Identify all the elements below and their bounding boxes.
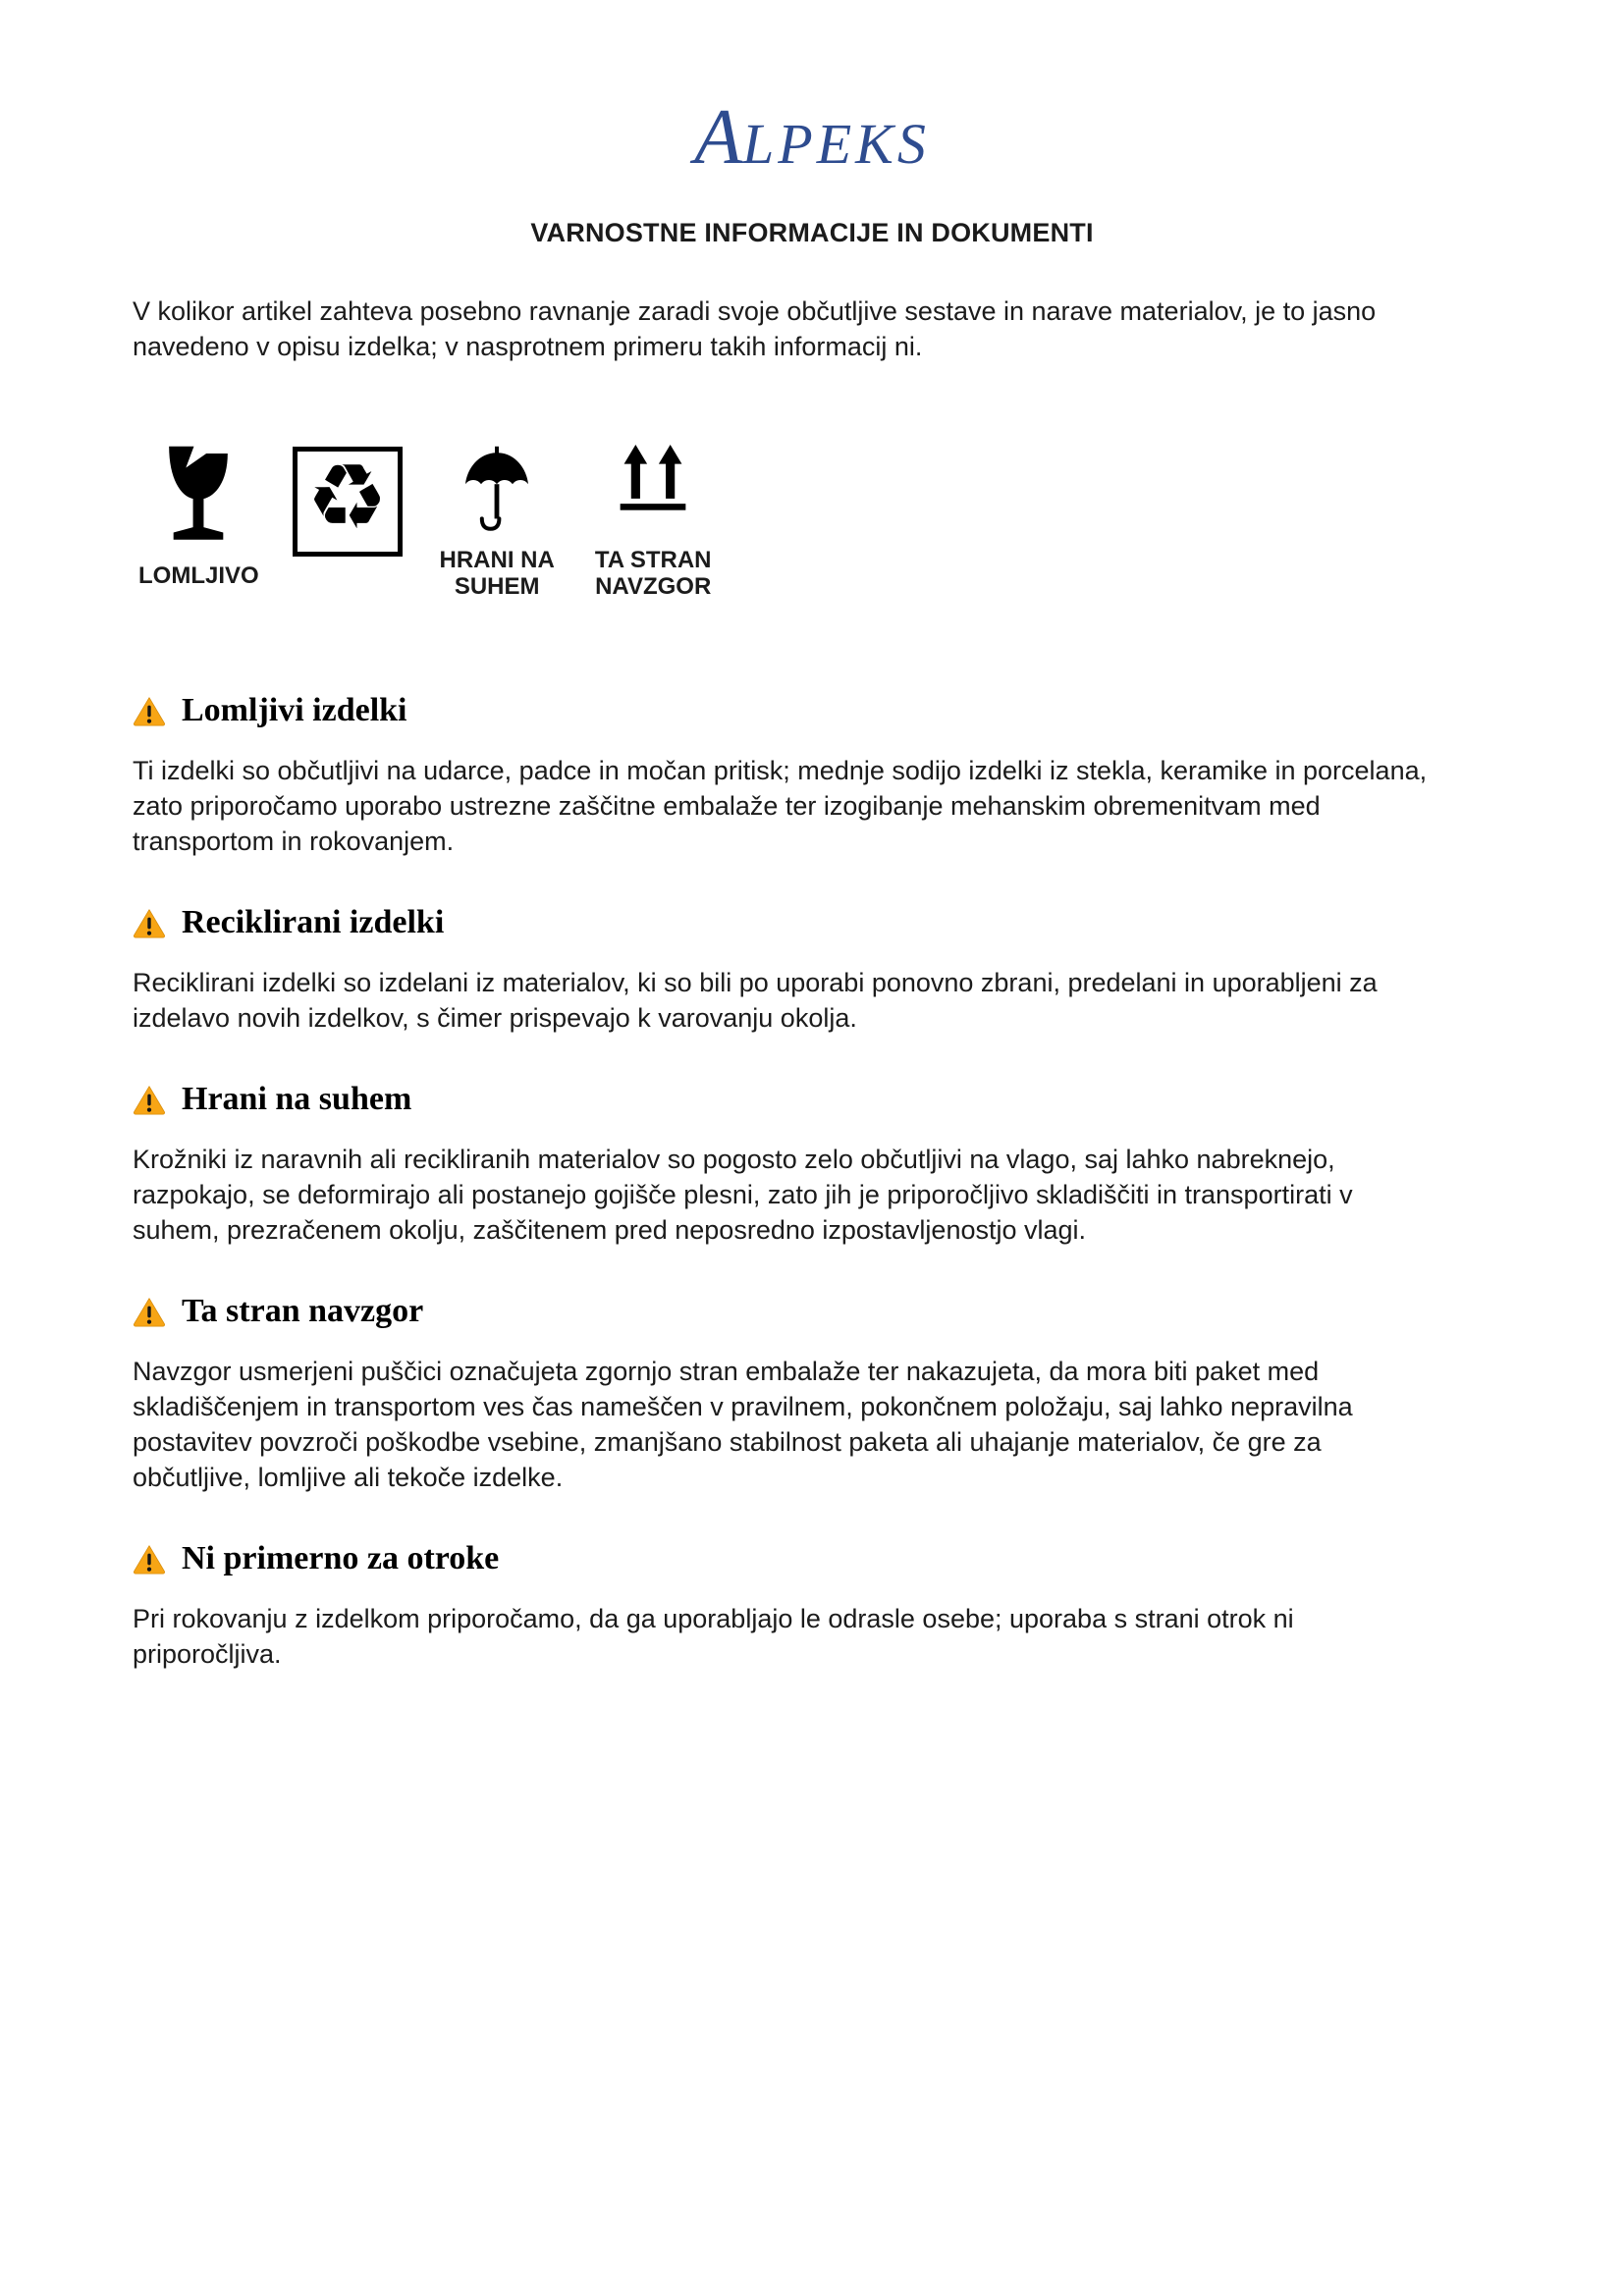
section-not-for-children bbox=[133, 1540, 1491, 1672]
recycle-glyph: ♻ bbox=[306, 445, 388, 550]
section-heading bbox=[133, 1540, 1491, 1577]
section-heading bbox=[133, 692, 1491, 729]
section-body: Navzgor usmerjeni puščici označujeta zgornjo stran embalaže ter nakazujeta, da mora biti paket med skladiščenjem in transportom ves čas nameščen v pravilnem, pokončnem položaju, saj lahko nepravilna postavitev povzroči poškodbe vsebine, zmanjšano stabilnost paketa ali uhajanje materialov, če gre za občutljive, lomljive ali tekoče izdelke. bbox=[133, 1357, 1353, 1492]
packaging-symbols-row bbox=[133, 445, 1491, 600]
section-heading bbox=[133, 1293, 1491, 1330]
section-body: Pri rokovanju z izdelkom priporočamo, da ga uporabljajo le odrasle osebe; uporaba s strani otrok ni priporočljiva. bbox=[133, 1604, 1294, 1669]
symbol-label-keep-dry: HRANI NA SUHEM bbox=[439, 547, 555, 600]
warning-triangle-icon bbox=[133, 1085, 166, 1115]
section-body: Reciklirani izdelki so izdelani iz materialov, ki so bili po uporabi ponovno zbrani, predelani in uporabljeni za izdelavo novih izdelkov, s čimer prispevajo k varovanju okolja. bbox=[133, 968, 1378, 1033]
section-title: Ni primerno za otroke bbox=[182, 1540, 500, 1576]
section-body: Ti izdelki so občutljivi na udarce, padce in močan pritisk; mednje sodijo izdelki iz stekla, keramike in porcelana, zato priporočamo uporabo ustrezne zaščitne embalaže ter izogibanje mehanskim obremenitvam med transportom in rokovanjem. bbox=[133, 756, 1428, 856]
warning-triangle-icon bbox=[133, 696, 166, 726]
logo bbox=[133, 94, 1491, 181]
symbol-label-side-up: TA STRAN NAVZGOR bbox=[594, 547, 712, 600]
section-fragile-products bbox=[133, 692, 1491, 859]
keep-dry-umbrella-icon bbox=[458, 445, 536, 539]
logo-first-letter: A bbox=[694, 94, 743, 181]
warning-triangle-icon bbox=[133, 1297, 166, 1327]
symbol-side-up bbox=[592, 445, 715, 600]
page-title: VARNOSTNE INFORMACIJE IN DOKUMENTI bbox=[530, 218, 1094, 247]
section-recycled-products bbox=[133, 904, 1491, 1036]
section-heading bbox=[133, 904, 1491, 941]
symbol-recycle bbox=[293, 445, 403, 557]
section-title: Lomljivi izdelki bbox=[182, 692, 407, 728]
section-heading bbox=[133, 1081, 1491, 1118]
fragile-glass-icon bbox=[158, 445, 239, 555]
symbol-label-fragile: LOMLJIVO bbox=[138, 562, 259, 589]
warning-triangle-icon bbox=[133, 1544, 166, 1575]
warning-triangle-icon bbox=[133, 908, 166, 938]
recycle-icon bbox=[293, 447, 403, 557]
section-title: Hrani na suhem bbox=[182, 1081, 412, 1117]
symbol-fragile bbox=[138, 445, 259, 589]
section-title: Reciklirani izdelki bbox=[182, 904, 445, 940]
section-this-side-up bbox=[133, 1293, 1491, 1495]
this-side-up-arrows-icon bbox=[618, 445, 688, 539]
section-keep-dry bbox=[133, 1081, 1491, 1248]
symbol-keep-dry bbox=[436, 445, 559, 600]
logo-rest: LPEKS bbox=[742, 112, 930, 176]
section-title: Ta stran navzgor bbox=[182, 1293, 424, 1329]
section-body: Krožniki iz naravnih ali recikliranih materialov so pogosto zelo občutljivi na vlago, saj lahko nabreknejo, razpokajo, se deformirajo ali postanejo gojišče plesni, zato jih je priporočljivo skladiščiti in transportirati v suhem, prezračenem okolju, zaščitenem pred neposredno izpostavljenostjo vlagi. bbox=[133, 1145, 1353, 1245]
intro-paragraph: V kolikor artikel zahteva posebno ravnanje zaradi svoje občutljive sestave in narave materialov, je to jasno navedeno v opisu izdelka; v nasprotnem primeru takih informacij ni. bbox=[133, 296, 1377, 361]
